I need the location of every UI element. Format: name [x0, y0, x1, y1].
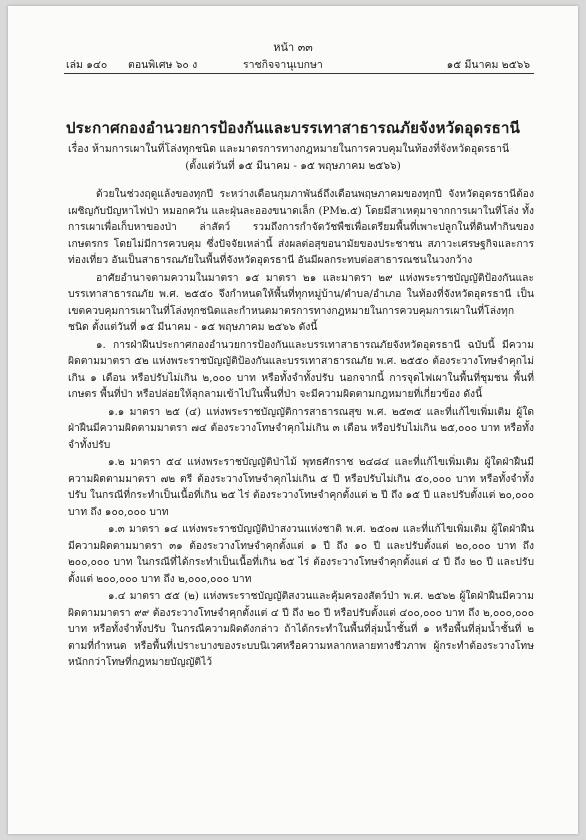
- issue-date: ๑๕ มีนาคม ๒๕๖๖: [446, 59, 530, 71]
- gazette-name: ราชกิจจานุเบกษา: [243, 59, 323, 71]
- volume-number: เล่ม ๑๔๐: [66, 59, 108, 71]
- paragraph-authority: อาศัยอำนาจตามความในมาตรา ๑๕ มาตรา ๒๑ และมาตรา ๒๙ แห่งพระราชบัญญัติป้องกันและบรรเทาสาธารณภัย พ.ศ. ๒๕๕๐ จึงกำหนดให้พื้นที่ทุกหมู่บ้าน/ตำบล/อำเภอ ในท้องที่จังหวัดอุดรธานี เป็นเขตควบคุมการเผาในที่โล่งทุกชนิดและกำหนดมาตรการทางกฎหมายในการควบคุมการเผาในที่โล่งทุกชนิด ตั้งแต่วันที่ ๑๕ มีนาคม - ๑๕ พฤษภาคม ๒๕๖๖ ดังนี้: [68, 271, 534, 333]
- paragraph-clause-1-1: ๑.๑ มาตรา ๒๕ (๔) แห่งพระราชบัญญัติการสาธารณสุข พ.ศ. ๒๕๓๕ และที่แก้ไขเพิ่มเติม ผู้ใดฝ่าฝืนมีความผิดตามมาตรา ๗๔ ต้องระวางโทษจำคุกไม่เกิน ๓ เดือน หรือปรับไม่เกิน ๒๕,๐๐๐ บาท หรือทั้งจำทั้งปรับ: [68, 405, 534, 451]
- paragraph-clause-1-4: ๑.๔ มาตรา ๕๕ (๒) แห่งพระราชบัญญัติสงวนและคุ้มครองสัตว์ป่า พ.ศ. ๒๕๖๒ ผู้ใดฝ่าฝืนมีความผิดตามมาตรา ๙๙ ต้องระวางโทษจำคุกตั้งแต่ ๔ ปี ถึง ๒๐ ปี หรือปรับตั้งแต่ ๔๐๐,๐๐๐ บาท ถึง ๒,๐๐๐,๐๐๐ บาท หรือทั้งจำทั้งปรับ ในกรณีความผิดดังกล่าว ถ้าได้กระทำในพื้นที่ลุ่มน้ำชั้นที่ ๑ หรือพื้นที่ลุ่มน้ำชั้นที่ ๒ ตามที่กำหนด หรือพื้นที่เปราะบางของระบบนิเวศหรือความหลากหลายทางชีวภาพ ผู้กระทำต้องระวางโทษหนักกว่าโทษที่กฎหมายบัญญัติไว้: [68, 590, 534, 668]
- announcement-title: ประกาศกองอำนวยการป้องกันและบรรเทาสาธารณภัยจังหวัดอุดรธานี: [65, 119, 521, 137]
- gazette-header-row: [66, 56, 530, 70]
- announcement-body: [68, 186, 534, 672]
- paragraph-intro: ด้วยในช่วงฤดูแล้งของทุกปี ระหว่างเดือนกุมภาพันธ์ถึงเดือนพฤษภาคมของทุกปี จังหวัดอุดรธานีต้องเผชิญกับปัญหาไฟป่า หมอกควัน และฝุ่นละอองขนาดเล็ก (PM๒.๕) โดยมีสาเหตุมาจากการเผาในที่โล่ง ทั้งการเผาเพื่อเก็บหาของป่า ล่าสัตว์ รวมถึงการกำจัดวัชพืชเพื่อเตรียมพื้นที่เพาะปลูกในที่ดินทำกินของเกษตรกร โดยไม่มีการควบคุม ซึ่งปัจจัยเหล่านี้ ส่งผลต่อสุขอนามัยของประชาชน สภาวะเศรษฐกิจและการท่องเที่ยว อันเป็นสาธารณภัยในพื้นที่จังหวัดอุดรธานี อันมีผลกระทบต่อสาธารณชนในวงกว้าง: [68, 188, 534, 266]
- announcement-subject: เรื่อง ห้ามการเผาในที่โล่งทุกชนิด และมาตรการทางกฎหมายในการควบคุมในท้องที่จังหวัดอุดรธานี: [68, 143, 510, 155]
- special-issue: ตอนพิเศษ ๖๐ ง: [128, 59, 198, 71]
- paragraph-clause-1-2: ๑.๒ มาตรา ๕๔ แห่งพระราชบัญญัติป่าไม้ พุทธศักราช ๒๔๘๔ และที่แก้ไขเพิ่มเติม ผู้ใดฝ่าฝืนมีความผิดตามมาตรา ๗๒ ตรี ต้องระวางโทษจำคุกไม่เกิน ๕ ปี หรือปรับไม่เกิน ๕๐,๐๐๐ บาท หรือทั้งจำทั้งปรับ ในกรณีที่กระทำเป็นเนื้อที่เกิน ๒๕ ไร่ ต้องระวางโทษจำคุกตั้งแต่ ๒ ปี ถึง ๑๕ ปี และปรับตั้งแต่ ๒๐,๐๐๐ บาท ถึง ๑๐๐,๐๐๐ บาท: [68, 456, 534, 518]
- gazette-page: [8, 6, 578, 834]
- page-number: หน้า ๓๓: [273, 41, 313, 54]
- paragraph-clause-1-3: ๑.๓ มาตรา ๑๔ แห่งพระราชบัญญัติป่าสงวนแห่งชาติ พ.ศ. ๒๕๐๗ และที่แก้ไขเพิ่มเติม ผู้ใดฝ่าฝืนมีความผิดตามมาตรา ๓๑ ต้องระวางโทษจำคุกตั้งแต่ ๑ ปี ถึง ๑๐ ปี และปรับตั้งแต่ ๒๐,๐๐๐ บาท ถึง ๒๐๐,๐๐๐ บาท ในกรณีที่ได้กระทำเป็นเนื้อที่เกิน ๒๕ ไร่ ต้องระวางโทษจำคุกตั้งแต่ ๔ ปี ถึง ๒๐ ปี และปรับตั้งแต่ ๒๐๐,๐๐๐ บาท ถึง ๒,๐๐๐,๐๐๐ บาท: [68, 523, 534, 585]
- announcement-period: (ตั้งแต่วันที่ ๑๕ มีนาคม - ๑๕ พฤษภาคม ๒๕๖๖): [185, 160, 401, 172]
- paragraph-clause-1: ๑. การฝ่าฝืนประกาศกองอำนวยการป้องกันและบรรเทาสาธารณภัยจังหวัดอุดรธานี ฉบับนี้ มีความผิดตามมาตรา ๕๒ แห่งพระราชบัญญัติป้องกันและบรรเทาสาธารณภัย พ.ศ. ๒๕๕๐ ต้องระวางโทษจำคุกไม่เกิน ๑ เดือน หรือปรับไม่เกิน ๒,๐๐๐ บาท หรือทั้งจำทั้งปรับ นอกจากนี้ การจุดไฟเผาในพื้นที่ชุมชน พื้นที่เกษตร พื้นที่ป่า หรือปล่อยให้ลุกลามเข้าไปในพื้นที่ป่า จะมีความผิดตามกฎหมายที่เกี่ยวข้อง ดังนี้: [68, 338, 534, 400]
- header-rule: [64, 73, 534, 74]
